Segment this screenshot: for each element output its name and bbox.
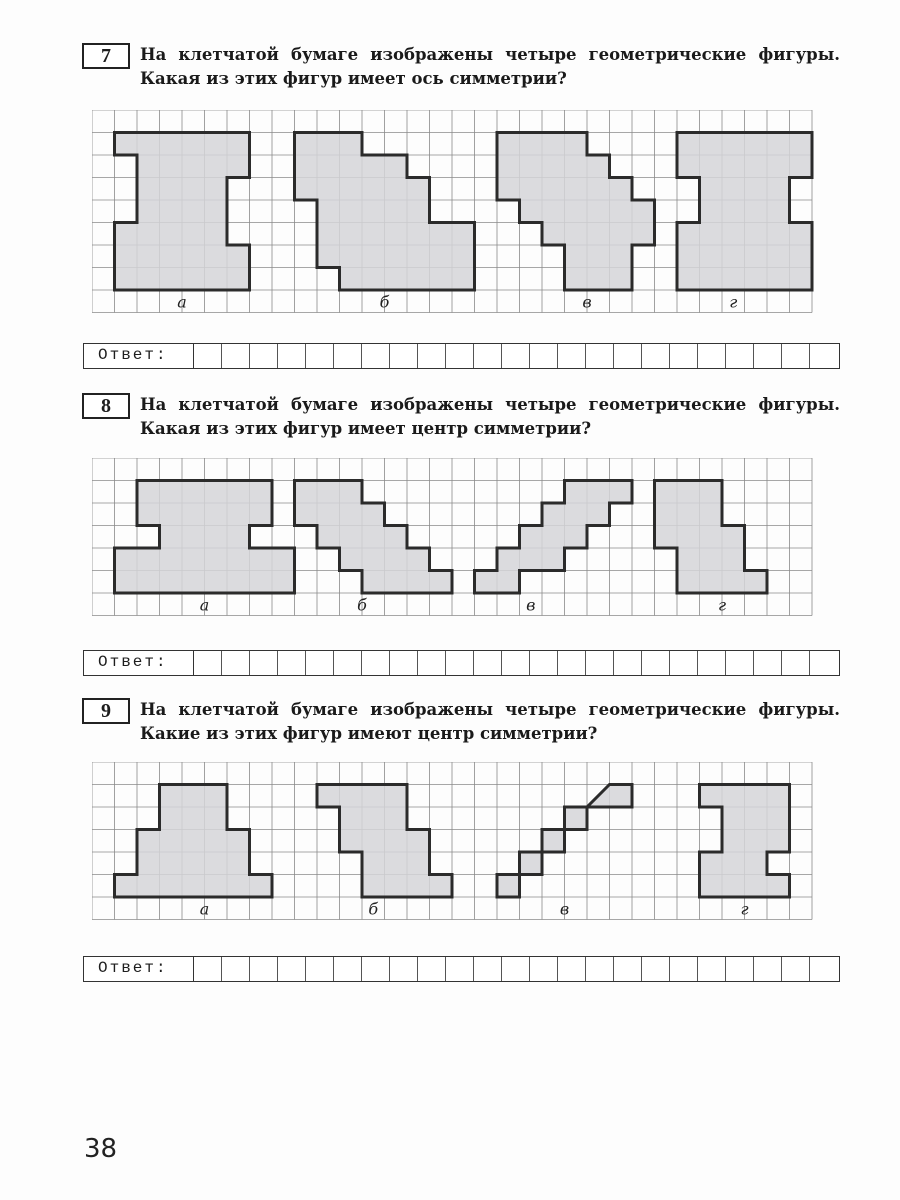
answer-cell[interactable] [306,651,334,675]
answer-label: Ответ: [84,344,194,368]
answer-cell[interactable] [698,957,726,981]
answer-cell[interactable] [754,344,782,368]
answer-cell[interactable] [670,651,698,675]
answer-label: Ответ: [84,651,194,675]
question-line-2: Какая из этих фигур имеет центр симметрии? [140,419,592,438]
figure-a [115,785,273,898]
figure-grid [92,762,830,932]
answer-cell[interactable] [502,344,530,368]
figure-b [295,133,475,291]
answer-cell[interactable] [810,651,838,675]
answer-cell[interactable] [726,651,754,675]
answer-cell[interactable] [782,651,810,675]
figure-a [115,133,250,291]
answer-cell[interactable] [614,344,642,368]
answer-cell[interactable] [222,344,250,368]
answer-cell[interactable] [474,344,502,368]
answer-cell[interactable] [362,957,390,981]
answer-cell[interactable] [390,651,418,675]
answer-cell[interactable] [418,957,446,981]
answer-cell[interactable] [362,651,390,675]
answer-box[interactable] [83,956,840,982]
question-line-2: Какая из этих фигур имеет ось симметрии? [140,69,567,88]
answer-cell[interactable] [222,651,250,675]
answer-label: Ответ: [84,957,194,981]
answer-cell[interactable] [194,957,222,981]
answer-cell[interactable] [474,957,502,981]
figure-label-g: г [717,595,727,615]
answer-cell[interactable] [418,344,446,368]
answer-cell[interactable] [698,344,726,368]
answer-cell[interactable] [334,957,362,981]
answer-cell[interactable] [446,651,474,675]
answer-cell[interactable] [418,651,446,675]
figure-label-v: в [526,595,536,615]
answer-cell[interactable] [390,344,418,368]
answer-cell[interactable] [222,957,250,981]
answer-cell[interactable] [278,344,306,368]
answer-cell[interactable] [250,344,278,368]
question-line-1: На клетчатой бумаге изображены четыре геометрические фигуры. [140,395,840,414]
answer-cell[interactable] [530,651,558,675]
answer-cell[interactable] [446,957,474,981]
answer-box[interactable] [83,650,840,676]
answer-cell[interactable] [586,957,614,981]
answer-cell[interactable] [194,344,222,368]
task-number: 8 [82,393,130,419]
answer-cell[interactable] [250,651,278,675]
answer-cell[interactable] [278,651,306,675]
answer-cell[interactable] [306,344,334,368]
answer-cell[interactable] [782,957,810,981]
answer-cell[interactable] [614,651,642,675]
question-line-2: Какие из этих фигур имеют центр симметрии? [140,724,598,743]
figure-v [475,481,633,594]
figure-label-g: г [740,899,749,919]
answer-cell[interactable] [362,344,390,368]
question-line-1: На клетчатой бумаге изображены четыре геометрические фигуры. [140,45,840,64]
answer-cell[interactable] [558,344,586,368]
answer-cell[interactable] [754,651,782,675]
answer-cell[interactable] [558,651,586,675]
task-number: 7 [82,43,130,69]
question-line-1: На клетчатой бумаге изображены четыре геометрические фигуры. [140,700,840,719]
figure-g [677,133,812,291]
answer-cell[interactable] [670,957,698,981]
figure-label-g: г [729,292,738,312]
answer-cell[interactable] [698,651,726,675]
figure-label-a: а [199,899,210,919]
figure-g [700,785,790,898]
figure-b [317,785,452,898]
figure-grid [92,110,830,320]
figure-label-v: в [559,899,570,919]
answer-cell[interactable] [446,344,474,368]
answer-cell[interactable] [586,651,614,675]
answer-cell[interactable] [810,344,838,368]
answer-cell[interactable] [642,957,670,981]
answer-cell[interactable] [726,344,754,368]
answer-cell[interactable] [334,651,362,675]
figure-label-v: в [582,292,592,312]
answer-cell[interactable] [642,651,670,675]
figure-g [655,481,768,594]
answer-cell[interactable] [586,344,614,368]
figure-label-b: б [379,292,390,312]
answer-cell[interactable] [502,957,530,981]
task-number: 9 [82,698,130,724]
answer-cell[interactable] [306,957,334,981]
answer-cell[interactable] [754,957,782,981]
answer-cell[interactable] [614,957,642,981]
figure-label-a: а [177,292,187,312]
answer-cell[interactable] [250,957,278,981]
answer-cell[interactable] [334,344,362,368]
answer-cell[interactable] [810,957,838,981]
figure-grid [92,458,830,628]
figure-v [497,133,655,291]
answer-cell[interactable] [278,957,306,981]
answer-cell[interactable] [530,957,558,981]
figure-b [295,481,453,594]
answer-cell[interactable] [782,344,810,368]
answer-cell[interactable] [502,651,530,675]
answer-cell[interactable] [558,957,586,981]
figure-label-b: б [357,595,367,615]
answer-cell[interactable] [194,651,222,675]
answer-cell[interactable] [670,344,698,368]
answer-cell[interactable] [726,957,754,981]
answer-cell[interactable] [530,344,558,368]
page-number: 38 [84,1134,118,1164]
answer-box[interactable] [83,343,840,369]
answer-cell[interactable] [474,651,502,675]
answer-cell[interactable] [642,344,670,368]
figure-label-b: б [368,899,379,919]
figure-a [115,481,295,594]
answer-cell[interactable] [390,957,418,981]
figure-label-a: а [199,595,210,615]
